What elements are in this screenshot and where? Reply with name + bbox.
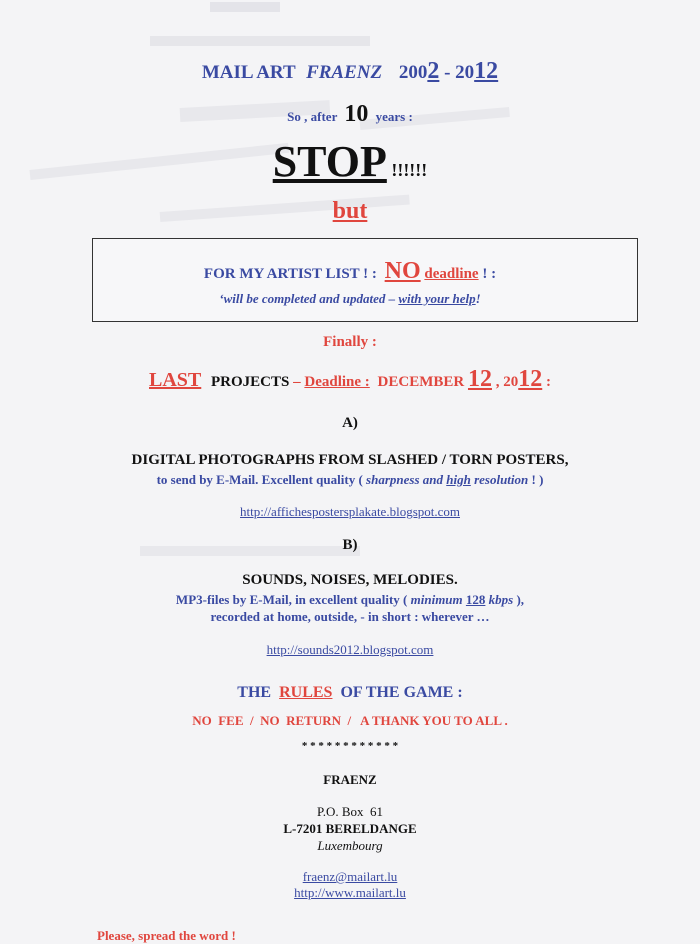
artist-list-line: FOR MY ARTIST LIST ! : NO deadline ! : [203, 258, 497, 284]
section-b-desc-2: recorded at home, outside, - in short : wherever … [210, 609, 490, 624]
after-years-line: So , after 10 years : [287, 101, 413, 127]
deadline-word: deadline [424, 266, 479, 282]
section-a-label: A) [342, 415, 358, 431]
web-line [0, 884, 700, 902]
with-your-help: with your help [398, 291, 476, 306]
title-name: FRAENZ [306, 62, 383, 83]
section-a-desc: to send by E-Mail. Excellent quality ( sharpness and high resolution ! ) [156, 472, 544, 487]
bleed-through-mark [210, 2, 280, 12]
email-link[interactable]: fraenz@mailart.lu [302, 869, 398, 884]
year-start: 2002 [398, 58, 440, 84]
section-b-url-line [0, 641, 700, 659]
spread-word: Please, spread the word ! [97, 928, 236, 943]
finally-label: Finally : [323, 334, 377, 350]
title-prefix: MAIL ART [201, 62, 296, 83]
last-projects-line: LAST PROJECTS – Deadline : DECEMBER 12 , 2012 : [149, 366, 551, 392]
posters-blog-link[interactable]: http://affichespostersplakate.blogspot.com [240, 504, 460, 519]
section-a-title: DIGITAL PHOTOGRAPHS FROM SLASHED / TORN POSTERS, [131, 452, 569, 468]
stop-word: STOP [272, 137, 387, 186]
section-b-title: SOUNDS, NOISES, MELODIES. [242, 572, 458, 588]
deadline-day: 12 [467, 366, 492, 392]
stop-marks: !!!!!! [386, 160, 428, 180]
website-link[interactable]: http://www.mailart.lu [294, 885, 406, 900]
stop-heading [0, 136, 700, 187]
rules-word: RULES [279, 684, 333, 701]
section-b-desc-1: MP3-files by E-Mail, in excellent quality ( minimum 128 kbps ), [175, 592, 525, 607]
address-name: FRAENZ [323, 772, 377, 787]
but-word: but [332, 198, 368, 224]
year-separator: - [439, 62, 456, 83]
rules-heading: THE RULES OF THE GAME : [237, 684, 463, 701]
artist-list-note: ‘will be completed and updated – with your help! [219, 291, 481, 306]
address-city: L-7201 BERELDANGE [283, 821, 417, 836]
no-word: NO [384, 258, 421, 284]
section-a-url-line [0, 503, 700, 521]
year-end: 2012 [455, 58, 499, 84]
rules-list: NO FEE / NO RETURN / A THANK YOU TO ALL . [192, 713, 508, 728]
last-word: LAST [149, 369, 202, 391]
address-box: P.O. Box 61 [316, 804, 384, 819]
bleed-through-mark [150, 36, 370, 46]
address-country: Luxembourg [317, 838, 383, 853]
years-number: 10 [344, 101, 369, 127]
deadline-label: Deadline : [304, 374, 370, 390]
sounds-blog-link[interactable]: http://sounds2012.blogspot.com [266, 642, 434, 657]
section-b-label: B) [342, 537, 358, 553]
stars-divider: * * * * * * * * * * * * [301, 740, 399, 752]
flyer-title [0, 58, 700, 85]
